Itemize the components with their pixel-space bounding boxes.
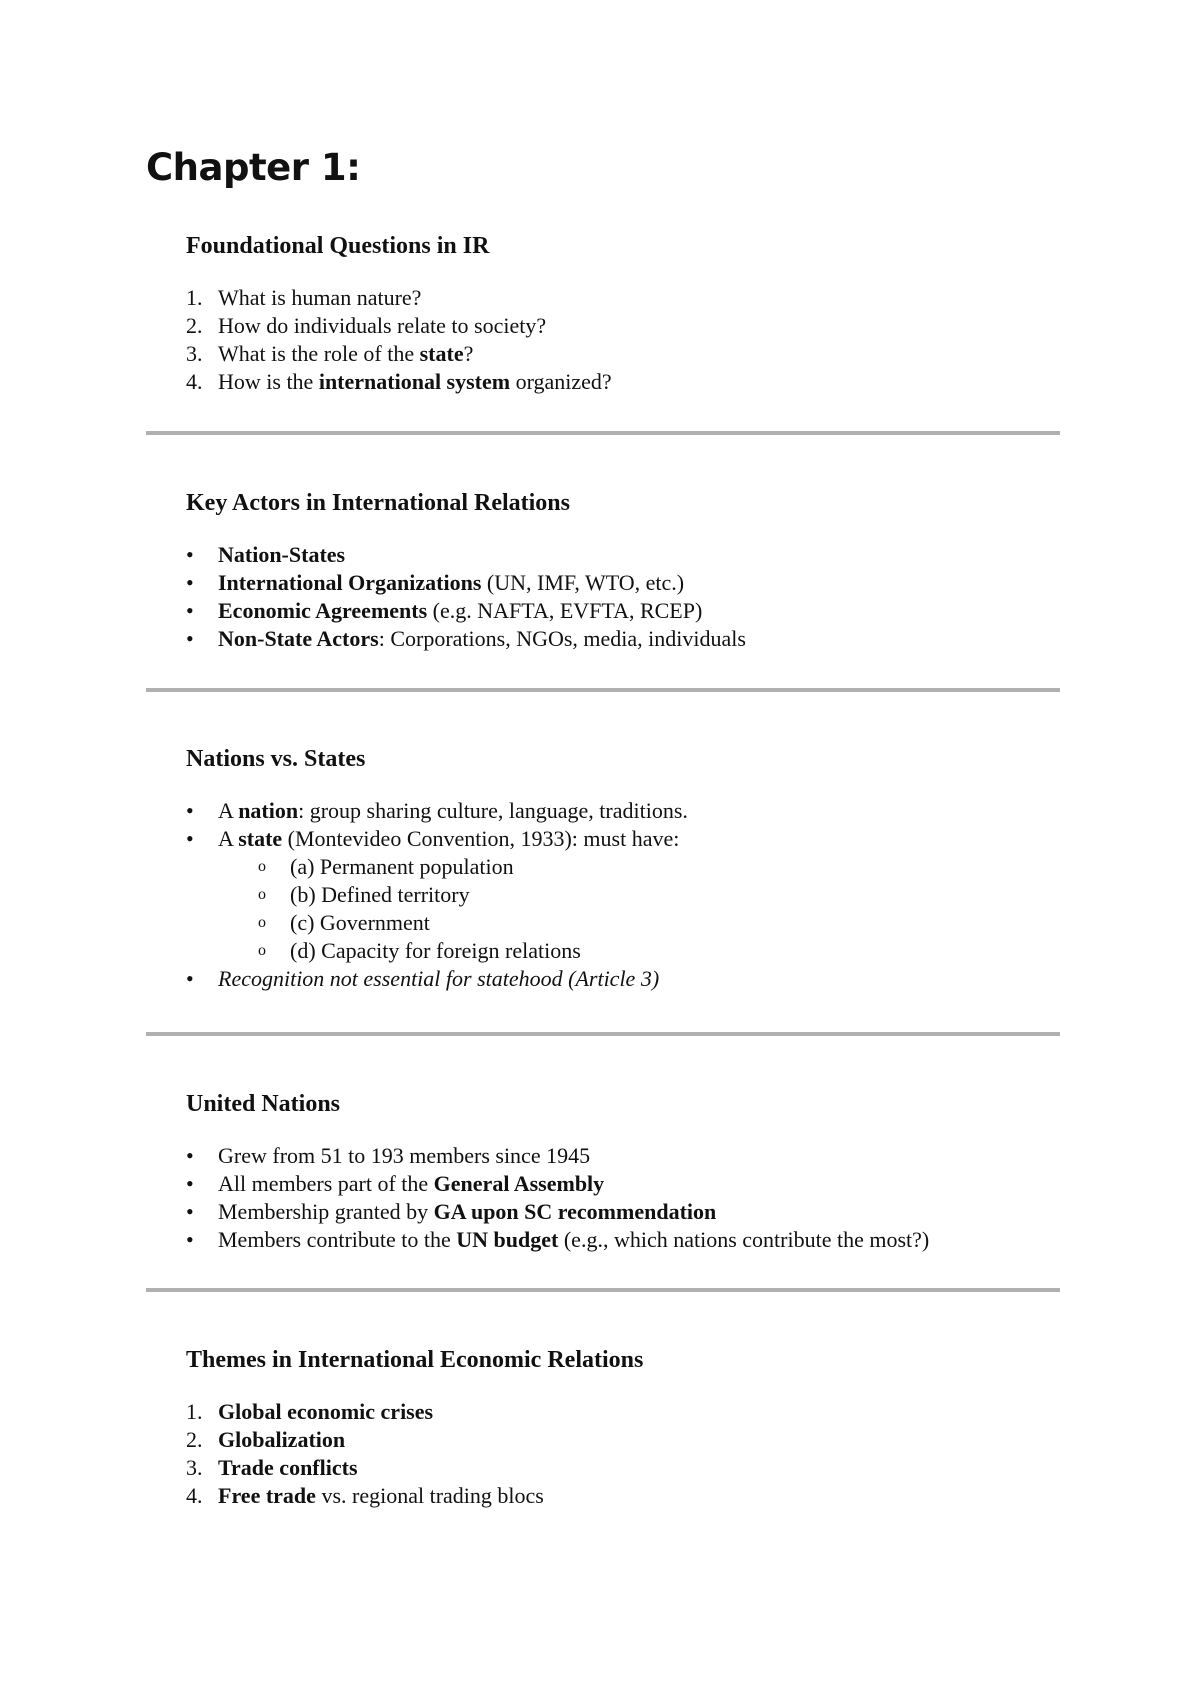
section-heading: Key Actors in International Relations [186,490,570,516]
list-number: 3. [186,340,203,366]
section-divider [146,1032,1060,1036]
bullet-icon: • [186,825,194,851]
section-heading: Themes in International Economic Relations [186,1347,644,1373]
bullet-list [186,1142,1086,1254]
list-item: • Recognition not essential for statehood (Article 3) [186,965,660,991]
section-united-nations [186,1090,1086,1254]
numbered-list [186,1398,1086,1510]
bullet-icon: • [186,569,194,595]
section-heading: Foundational Questions in IR [186,233,490,259]
list-number: 1. [186,284,203,310]
sub-list-item: o (c) Government [258,909,430,935]
list-item: 3. Trade conflicts [186,1454,358,1480]
circle-bullet-icon: o [258,857,266,875]
bullet-icon: • [186,625,194,651]
list-item: 1. What is human nature? [186,284,422,310]
list-item: 3. What is the role of the state? [186,340,474,366]
list-item: • Non-State Actors: Corporations, NGOs, media, individuals [186,625,746,651]
bullet-icon: • [186,597,194,623]
list-item: 4. Free trade vs. regional trading blocs [186,1482,544,1508]
list-item: • Economic Agreements (e.g. NAFTA, EVFTA, RCEP) [186,597,703,623]
bullet-list [186,797,1086,993]
bullet-icon: • [186,1226,194,1252]
bullet-icon: • [186,965,194,991]
bullet-list [186,541,1086,653]
sub-list-item: o (d) Capacity for foreign relations [258,937,581,963]
list-number: 3. [186,1454,203,1480]
list-item: • All members part of the General Assembly [186,1170,605,1196]
section-economic-themes [186,1346,1086,1510]
section-divider [146,431,1060,435]
numbered-list [186,284,1086,396]
list-item: • International Organizations (UN, IMF, WTO, etc.) [186,569,685,595]
list-item: • A state (Montevideo Convention, 1933): must have: o (a) Permanent population o (b) Defined territory o (c) Government o (d) Capacity for foreign relations [186,825,1086,965]
list-number: 4. [186,1482,203,1508]
list-number: 2. [186,1426,203,1452]
list-item: 2. Globalization [186,1426,346,1452]
section-heading: Nations vs. States [186,746,366,772]
bullet-icon: • [186,1170,194,1196]
bullet-icon: • [186,797,194,823]
bullet-icon: • [186,1198,194,1224]
sub-list-item: o (a) Permanent population [258,853,514,879]
section-heading: United Nations [186,1091,341,1117]
circle-bullet-icon: o [258,913,266,931]
list-item: • Membership granted by GA upon SC recommendation [186,1198,717,1224]
list-item: • Nation-States [186,541,346,567]
list-item: 2. How do individuals relate to society? [186,312,547,338]
chapter-title: Chapter 1: [146,146,361,189]
bullet-icon: • [186,1142,194,1168]
list-number: 1. [186,1398,203,1424]
section-divider [146,688,1060,692]
list-number: 2. [186,312,203,338]
list-item: 1. Global economic crises [186,1398,434,1424]
sub-list-item: o (b) Defined territory [258,881,470,907]
list-item: 4. How is the international system organized? [186,368,612,394]
section-foundational-questions [186,232,1086,396]
list-number: 4. [186,368,203,394]
section-nations-vs-states [186,745,1086,993]
section-key-actors [186,489,1086,653]
list-item: • A nation: group sharing culture, language, traditions. [186,797,688,823]
circle-bullet-icon: o [258,941,266,959]
section-divider [146,1288,1060,1292]
circle-bullet-icon: o [258,885,266,903]
list-item: • Members contribute to the UN budget (e.g., which nations contribute the most?) [186,1226,930,1252]
bullet-icon: • [186,541,194,567]
list-item: • Grew from 51 to 193 members since 1945 [186,1142,591,1168]
